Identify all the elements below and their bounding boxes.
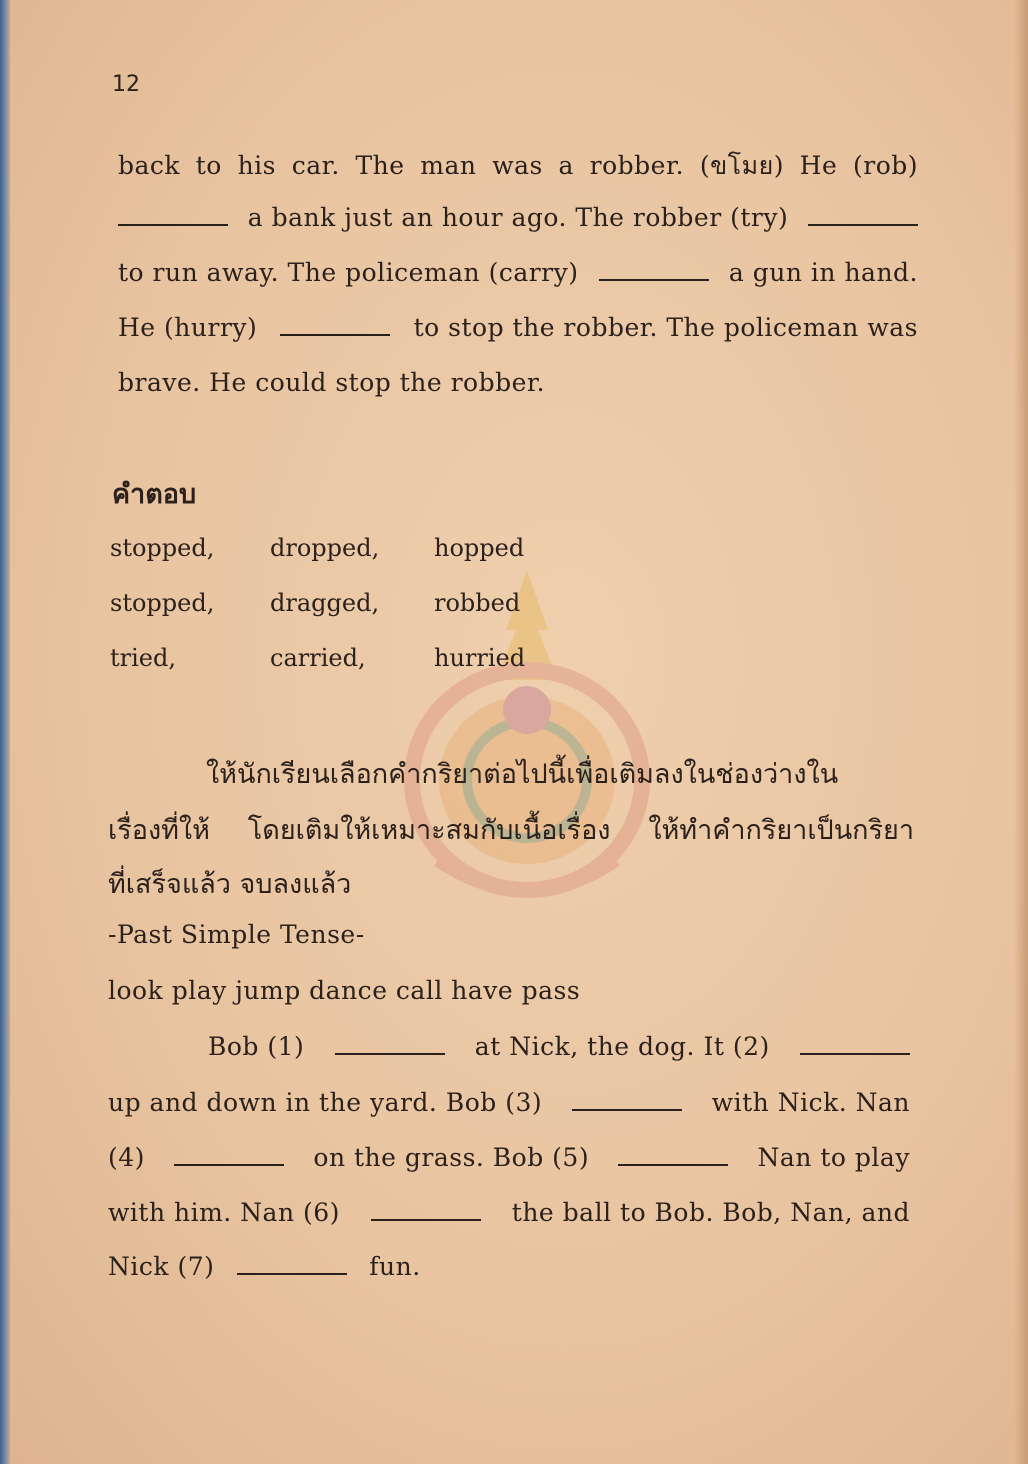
answer-blank-4[interactable] xyxy=(174,1163,284,1166)
book-spine xyxy=(0,0,10,1464)
story1-word: He xyxy=(799,151,838,180)
story1-word: to xyxy=(195,151,222,180)
tense-label: -Past Simple Tense- xyxy=(108,920,365,949)
story2-text: fun. xyxy=(369,1252,421,1281)
word-list: look play jump dance call have pass xyxy=(108,976,581,1005)
answer-cell: hurried xyxy=(434,644,526,672)
instruction-line-2a: เรื่องที่ให้ xyxy=(108,815,210,846)
instruction-line-2b: โดยเติมให้เหมาะสมกับเนื้อเรื่อง xyxy=(247,815,611,846)
story1-word: a xyxy=(558,151,574,180)
answer-blank-7[interactable] xyxy=(237,1272,347,1275)
story2-text: at Nick, the dog. It (2) xyxy=(474,1032,770,1061)
story2-text: the ball to Bob. Bob, Nan, and xyxy=(511,1198,910,1227)
story2-text: (4) xyxy=(108,1143,145,1172)
answer-cell: carried, xyxy=(270,644,366,672)
story1-line-2-text: a bank just an hour ago. The robber (try) xyxy=(247,203,789,232)
story2-line-2 xyxy=(108,1088,910,1117)
story2-line-4 xyxy=(108,1198,910,1227)
story2-text: Nick (7) xyxy=(108,1252,215,1281)
story1-word: robber. xyxy=(589,151,685,180)
story1-line-1 xyxy=(118,146,918,186)
story2-text: Bob (1) xyxy=(208,1032,305,1061)
story1-line-4-text-b: to stop the robber. The policeman was xyxy=(413,313,918,342)
answer-cell: dragged, xyxy=(270,589,380,617)
story1-word: man xyxy=(420,151,477,180)
story2-text: up and down in the yard. Bob (3) xyxy=(108,1088,543,1117)
story2-line-1 xyxy=(208,1032,910,1061)
answer-cell: tried, xyxy=(110,644,176,672)
story2-text: on the grass. Bob (5) xyxy=(313,1143,590,1172)
answer-blank[interactable] xyxy=(280,333,390,336)
story1-word: car. xyxy=(291,151,340,180)
answer-blank-3[interactable] xyxy=(572,1108,682,1111)
answers-heading: คำตอบ xyxy=(112,479,197,510)
story1-line-3 xyxy=(118,258,918,287)
answer-blank-2[interactable] xyxy=(800,1052,910,1055)
instruction-line-2c: ให้ทำคำกริยาเป็นกริยา xyxy=(648,815,914,846)
story2-line-3 xyxy=(108,1143,910,1172)
story1-word: his xyxy=(237,151,277,180)
answer-cell: stopped, xyxy=(110,534,215,562)
story2-text: with Nick. Nan xyxy=(711,1088,910,1117)
instruction-line-1: ให้นักเรียนเลือกคำกริยาต่อไปนี้เพื่อเติมลงในช่องว่างใน xyxy=(206,759,839,790)
story1-word: (ขโมย) xyxy=(699,151,784,180)
story1-word: was xyxy=(492,151,543,180)
story2-line-5 xyxy=(108,1252,421,1281)
story1-word: back xyxy=(118,151,181,180)
answer-cell: hopped xyxy=(434,534,525,562)
story1-line-4 xyxy=(118,313,918,342)
answer-blank-5[interactable] xyxy=(618,1163,728,1166)
page-edge xyxy=(1014,0,1028,1464)
story1-line-3-text-a: to run away. The policeman (carry) xyxy=(118,258,579,287)
answer-blank-1[interactable] xyxy=(335,1052,445,1055)
answer-cell: stopped, xyxy=(110,589,215,617)
story1-word: (rob) xyxy=(852,151,918,180)
answer-blank-6[interactable] xyxy=(371,1218,481,1221)
page-number: 12 xyxy=(112,72,140,97)
instruction-line-2 xyxy=(108,808,914,851)
answer-cell: dropped, xyxy=(270,534,380,562)
answer-cell: robbed xyxy=(434,589,521,617)
story1-line-5: brave. He could stop the robber. xyxy=(118,368,546,397)
story2-text: with him. Nan (6) xyxy=(108,1198,340,1227)
story1-line-4-text-a: He (hurry) xyxy=(118,313,258,342)
story1-word: The xyxy=(355,151,405,180)
answer-blank[interactable] xyxy=(599,278,709,281)
answer-blank[interactable] xyxy=(808,223,918,226)
story1-line-2 xyxy=(118,203,918,232)
story2-text: Nan to play xyxy=(757,1143,910,1172)
answer-blank[interactable] xyxy=(118,223,228,226)
story1-line-3-text-b: a gun in hand. xyxy=(728,258,918,287)
instruction-line-3: ที่เสร็จแล้ว จบลงแล้ว xyxy=(108,869,352,900)
